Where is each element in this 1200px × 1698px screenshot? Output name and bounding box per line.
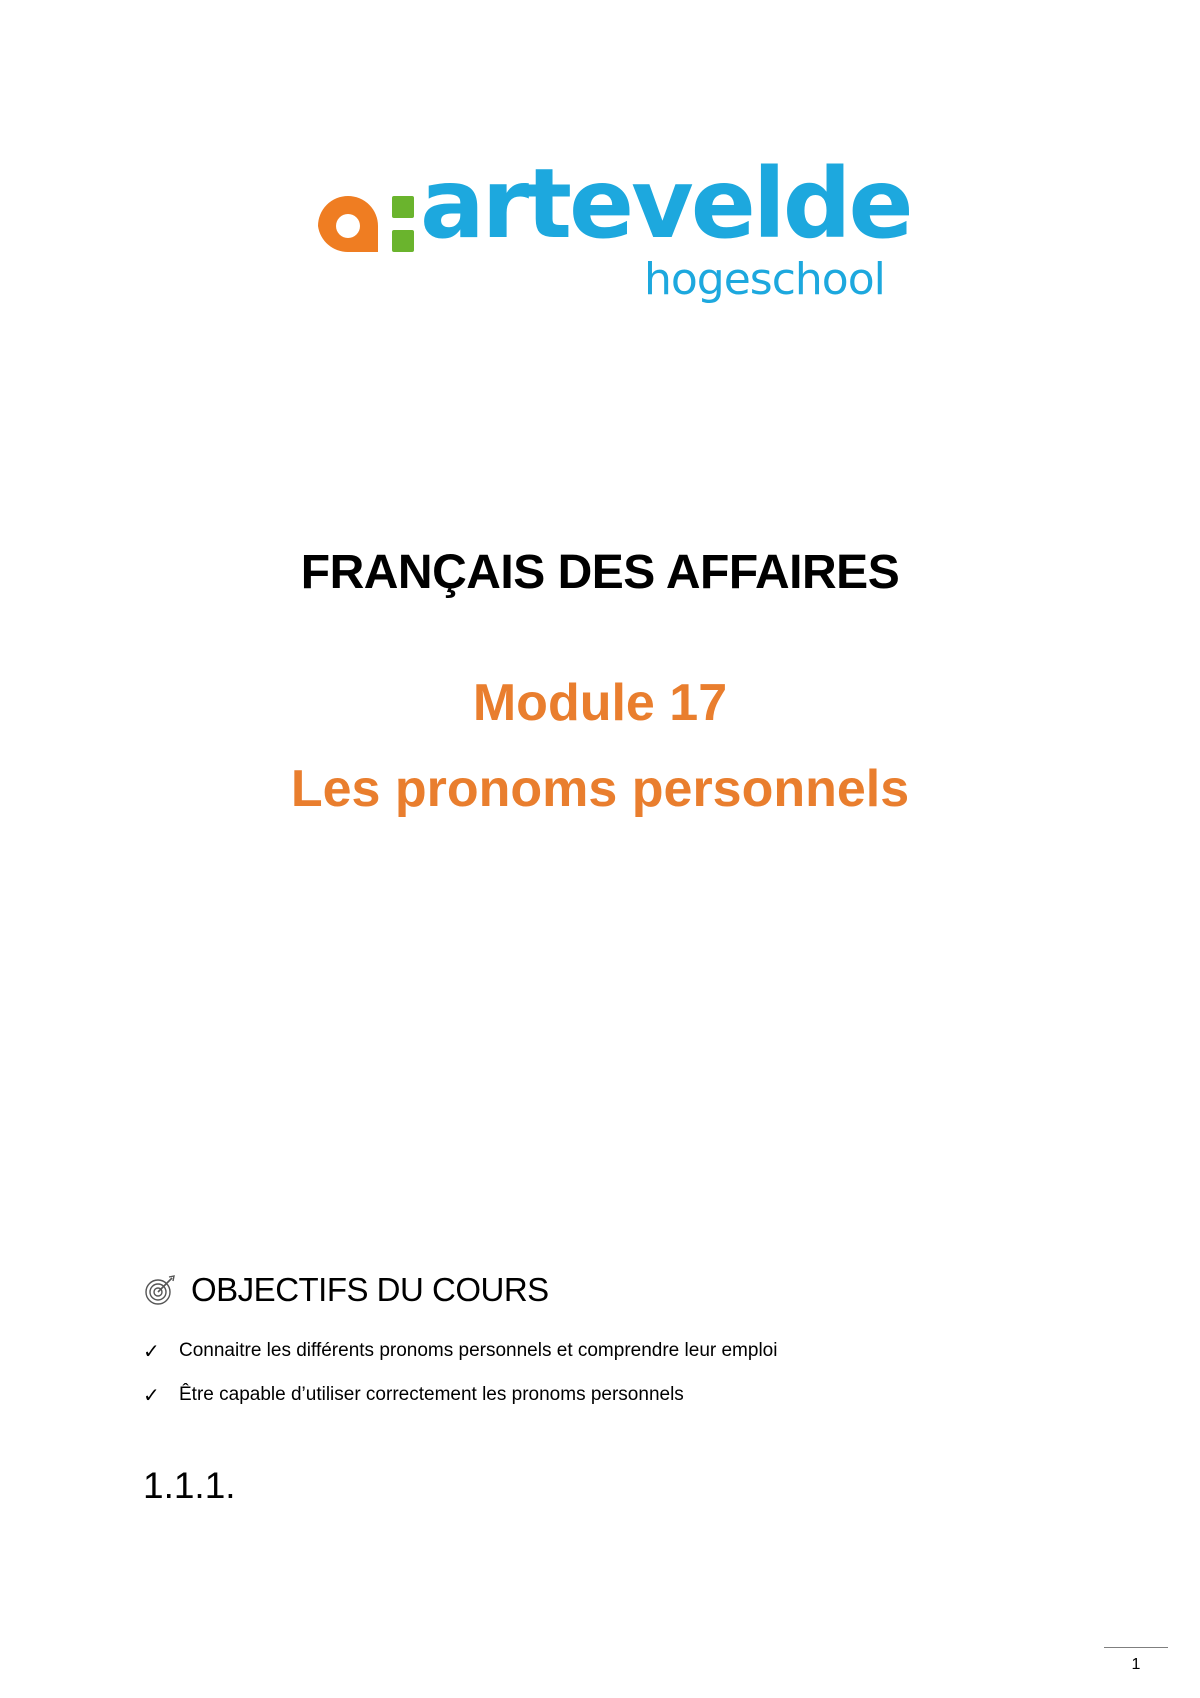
logo-wordmark xyxy=(420,148,911,260)
module-subtitle: Les pronoms personnels xyxy=(290,760,910,818)
institution-logo xyxy=(312,148,912,320)
section-number: 1.1.1. xyxy=(143,1465,236,1506)
module-title: Module 17 xyxy=(472,674,728,732)
course-title: FRANÇAIS DES AFFAIRES xyxy=(300,546,900,599)
logo-wordmark-end: e xyxy=(848,148,911,260)
logo-subtitle: hogeschool xyxy=(644,254,885,305)
list-item xyxy=(143,1336,1143,1366)
footer-divider xyxy=(1104,1647,1168,1648)
page-number: 1 xyxy=(1131,1656,1141,1673)
check-icon: ✓ xyxy=(143,1339,160,1363)
logo-wordmark-main: arteveld xyxy=(420,148,849,260)
target-icon xyxy=(143,1273,177,1307)
objectives-heading xyxy=(143,1268,1143,1312)
objective-list xyxy=(143,1336,1143,1424)
objective-text: Être capable d’utiliser correctement les pronoms personnels xyxy=(179,1384,684,1405)
check-icon: ✓ xyxy=(143,1383,160,1407)
list-item xyxy=(143,1380,1143,1410)
logo-mark-icon xyxy=(312,184,422,264)
objectives-heading-text: OBJECTIFS DU COURS xyxy=(191,1271,549,1308)
objective-text: Connaitre les différents pronoms personnels et comprendre leur emploi xyxy=(179,1340,778,1361)
course-objectives xyxy=(143,1268,1143,1407)
